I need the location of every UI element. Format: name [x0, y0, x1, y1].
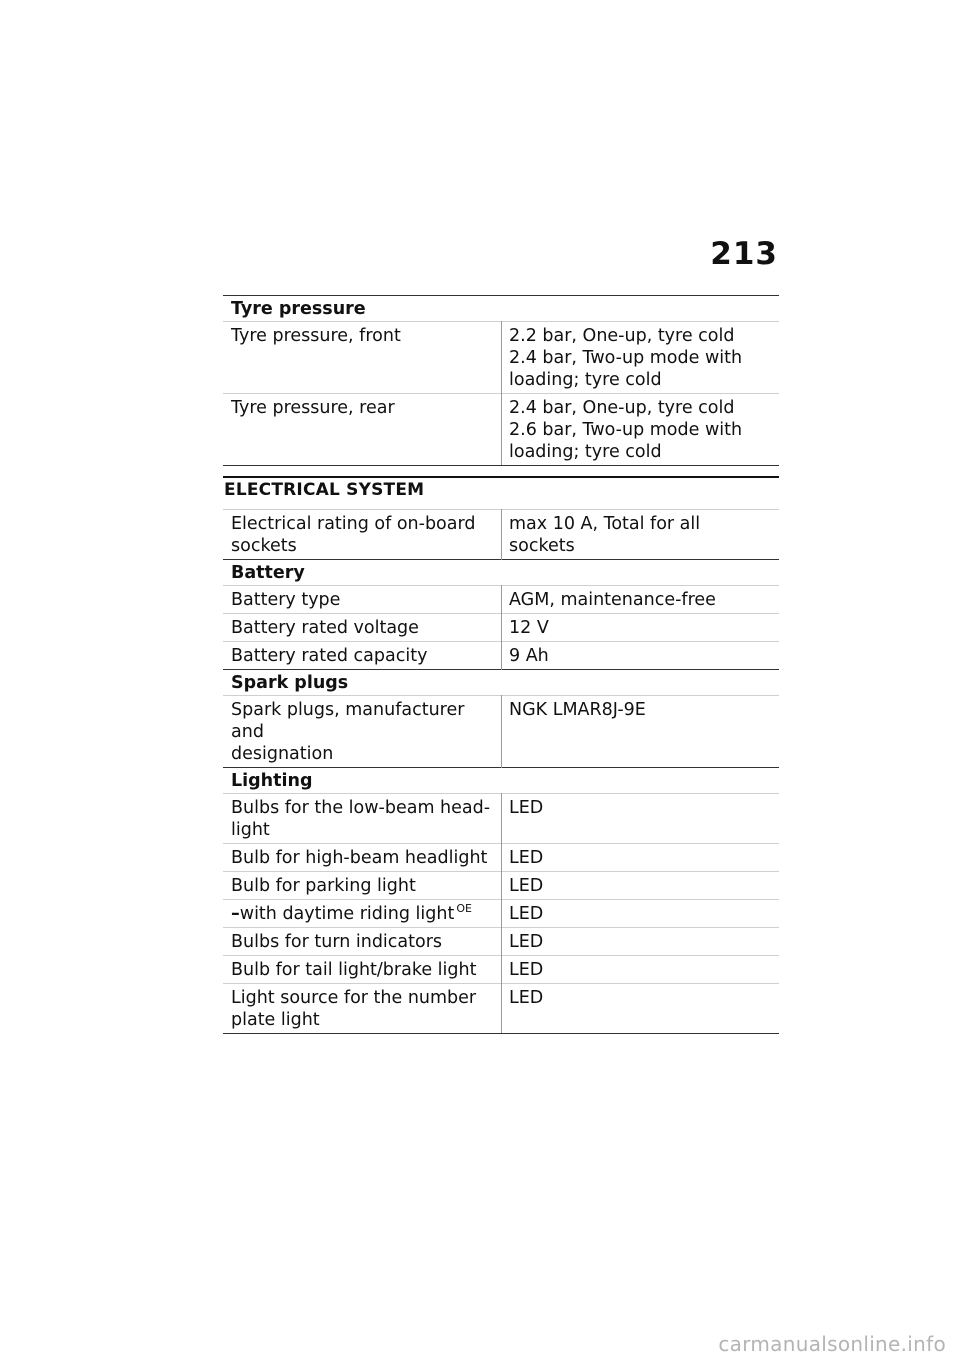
- low-beam-value: LED: [502, 794, 780, 844]
- tail-light-label: Bulb for tail light/brake light: [223, 956, 502, 984]
- value-line: 2.4 bar, One-up, tyre cold: [509, 398, 735, 418]
- table-row: [223, 984, 779, 1034]
- spark-plugs-heading-row: [223, 670, 779, 696]
- daytime-light-text: with daytime riding light: [239, 904, 455, 924]
- battery-capacity-label: Battery rated capacity: [223, 642, 502, 670]
- label-line: Light source for the number: [231, 988, 477, 1008]
- table-row: [223, 844, 779, 872]
- table-row: [223, 794, 779, 844]
- spark-plugs-value: NGK LMAR8J-9E: [502, 696, 780, 768]
- parking-light-value: LED: [502, 872, 780, 900]
- label-line: plate light: [231, 1010, 320, 1030]
- table-row: [223, 510, 779, 560]
- table-row: [223, 642, 779, 670]
- table-row: [223, 586, 779, 614]
- table-row: [223, 614, 779, 642]
- value-line: 2.2 bar, One-up, tyre cold: [509, 326, 735, 346]
- table-row: [223, 394, 779, 466]
- number-plate-light-value: LED: [502, 984, 780, 1034]
- low-beam-label: [223, 794, 502, 844]
- dash-marker: –: [231, 904, 240, 924]
- label-line: light: [231, 820, 270, 840]
- spark-plugs-heading: Spark plugs: [223, 670, 779, 696]
- label-line: designation: [231, 744, 334, 764]
- value-line: 2.4 bar, Two-up mode with: [509, 348, 743, 368]
- table-row: [223, 928, 779, 956]
- section-title: ELECTRICAL SYSTEM: [224, 480, 425, 500]
- optional-equipment-marker: OE: [456, 902, 472, 916]
- watermark: carmanualsonline.info: [718, 1332, 946, 1356]
- tyre-pressure-front-value: [502, 322, 780, 394]
- battery-type-label: Battery type: [223, 586, 502, 614]
- battery-type-value: AGM, maintenance-free: [502, 586, 780, 614]
- label-line: sockets: [231, 536, 297, 556]
- value-line: 2.6 bar, Two-up mode with: [509, 420, 743, 440]
- daytime-light-value: LED: [502, 900, 780, 928]
- battery-voltage-value: 12 V: [502, 614, 780, 642]
- tail-light-value: LED: [502, 956, 780, 984]
- label-line: Spark plugs, manufacturer and: [231, 700, 465, 742]
- value-line: loading; tyre cold: [509, 370, 662, 390]
- tyre-pressure-front-label: Tyre pressure, front: [223, 322, 502, 394]
- tyre-pressure-heading-row: [223, 296, 779, 322]
- label-line: Bulbs for the low-beam head-: [231, 798, 491, 818]
- number-plate-light-label: [223, 984, 502, 1034]
- lighting-heading-row: [223, 768, 779, 794]
- sockets-value: max 10 A, Total for all sockets: [502, 510, 780, 560]
- battery-heading: Battery: [223, 560, 779, 586]
- label-line: Electrical rating of on-board: [231, 514, 476, 534]
- battery-capacity-value: 9 Ah: [502, 642, 780, 670]
- value-line: loading; tyre cold: [509, 442, 662, 462]
- high-beam-value: LED: [502, 844, 780, 872]
- table-row: [223, 956, 779, 984]
- parking-light-label: Bulb for parking light: [223, 872, 502, 900]
- daytime-light-label: [223, 900, 502, 928]
- tyre-pressure-rear-label: Tyre pressure, rear: [223, 394, 502, 466]
- table-row: [223, 696, 779, 768]
- lighting-heading: Lighting: [223, 768, 779, 794]
- high-beam-label: Bulb for high-beam headlight: [223, 844, 502, 872]
- table-row: [223, 872, 779, 900]
- page-number: 213: [710, 236, 778, 272]
- spark-plugs-label: [223, 696, 502, 768]
- turn-indicator-label: Bulbs for turn indicators: [223, 928, 502, 956]
- table-row: [223, 900, 779, 928]
- table-row: [223, 322, 779, 394]
- section-divider: [223, 476, 779, 478]
- tyre-pressure-table: [223, 295, 779, 466]
- battery-heading-row: [223, 560, 779, 586]
- battery-voltage-label: Battery rated voltage: [223, 614, 502, 642]
- tyre-pressure-heading: Tyre pressure: [231, 299, 366, 319]
- sockets-label: [223, 510, 502, 560]
- tyre-pressure-rear-value: [502, 394, 780, 466]
- electrical-system-table: [223, 509, 779, 1034]
- turn-indicator-value: LED: [502, 928, 780, 956]
